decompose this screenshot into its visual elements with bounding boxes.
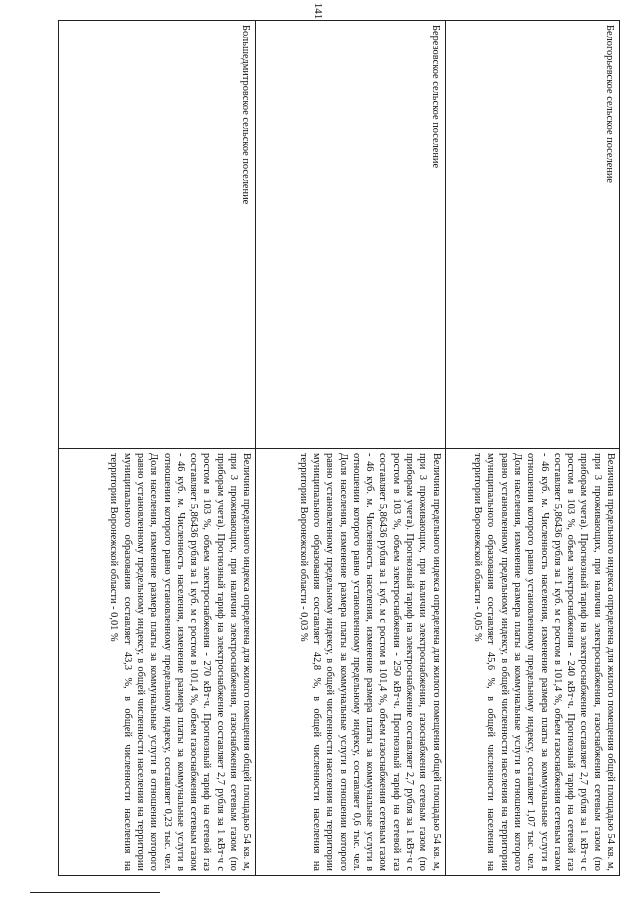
index-description-cell: Величина предельного индекса определена для жилого помещения общей площадью 54 кв. м, при 3 проживающих, при наличии электроснабжения, газоснабжения сетевым газом (по приборам учета). Прогнозный тариф на электроснабжение составляет 2,7 рубля за 1 кВт·ч с ростом в 103 %, объем электроснабжения - 240 кВт·ч. Прогнозный тариф на сетевой газ составляет 5,86436 рубля за 1 куб. м с ростом в 101,4 %, объем газоснабжения сетевым газом - 46 куб. м. Численность населения, изменение размера платы за коммунальные услуги в отношении которого равно установленному предельному индексу, составляет 1,07 тыс. чел. Доля населения, изменение размера платы за коммунальные услуги в отношении которого равно установленному предельному индексу, в общей численности населения на территории муниципального образования составляет 45,6 %, в общей численности населения на территории Воронежской области - 0,05 % [472,453,616,871]
settlement-name-cell: Большедмитровское сельское поселение [59,21,255,449]
index-description-cell: Величина предельного индекса определена для жилого помещения общей площадью 54 кв. м, при 3 проживающих, при наличии электроснабжения, газоснабжения сетевым газом (по приборам учета). Прогнозный тариф на электроснабжение составляет 2,7 рубля за 1 кВт·ч с ростом в 103 %, объем электроснабжения - 270 кВт·ч. Прогнозный тариф на сетевой газ составляет 5,86436 рубля за 1 куб. м с ростом в 101,4 %, объем газоснабжения сетевым газом - 46 куб. м. Численность населения, изменение размера платы за коммунальные услуги в отношении которого равно установленному предельному индексу, составляет 0,23 тыс. чел. Доля населения, изменение размера платы за коммунальные услуги в отношении которого равно установленному предельному индексу, в общей численности населения на территории муниципального образования составляет 43,3 %, в общей численности населения на территории Воронежской области - 0,01 % [108,453,253,871]
table-row [255,21,444,875]
index-description-cell: Величина предельного индекса определена для жилого помещения общей площадью 54 кв. м, при 3 проживающих, при наличии электроснабжения, газоснабжения сетевым газом (по приборам учета). Прогнозный тариф на электроснабжение составляет 2,7 рубля за 1 кВт·ч с ростом в 103 %, объем электроснабжения - 250 кВт·ч. Прогнозный тариф на сетевой газ составляет 5,86436 рубля за 1 куб. м с ростом в 101,4 %, объем газоснабжения сетевым газом - 46 куб. м. Численность населения, изменение размера платы за коммунальные услуги в отношении которого равно установленному предельному индексу, составляет 0,6 тыс. чел. Доля населения, изменение размера платы за коммунальные услуги в отношении которого равно установленному предельному индексу, в общей численности населения на территории муниципального образования составляет 42,8 %, в общей численности населения на территории Воронежской области - 0,03 % [297,453,442,871]
indices-table [58,20,620,876]
table-row [59,21,255,875]
footnote-divider [30,892,160,893]
page-number: 141 [312,2,324,20]
settlement-name-cell: Березовское сельское поселение [256,21,444,449]
settlement-name-cell: Белогорьевское сельское поселение [446,21,619,449]
table-row [445,21,619,875]
